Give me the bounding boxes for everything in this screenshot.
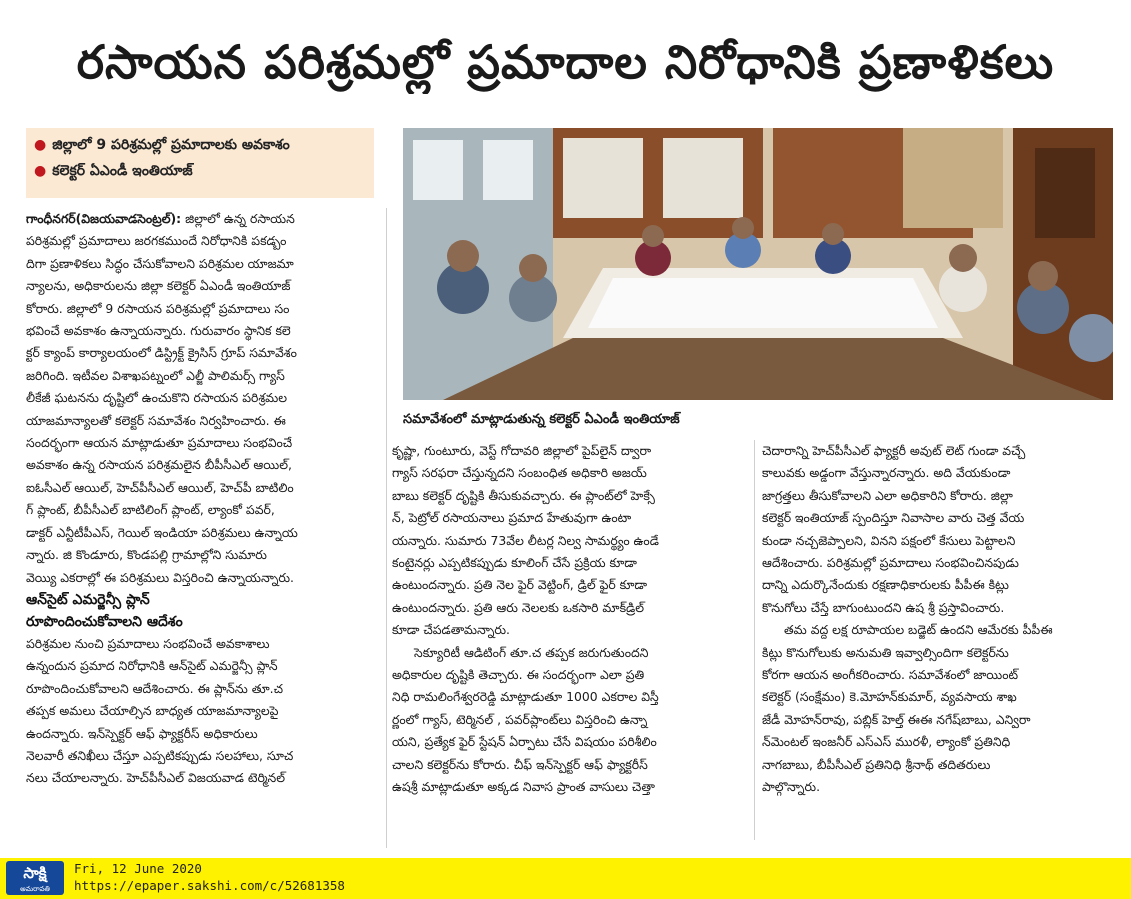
paragraph-line: కూడా చేపడతామన్నారు. — [392, 622, 510, 638]
paragraph-line: తప్పక అమలు చేయాల్సిన బాధ్యత యాజమాన్యాలపై — [26, 703, 279, 719]
paragraph-line: రూపొందించుకోవాలని ఆదేశించారు. ఈ ప్లాన్‌ను తూ.చ — [26, 680, 283, 696]
highlight-text: కలెక్టర్ ఏఎండీ ఇంతియాజ్ — [52, 163, 193, 179]
bullet-icon: ● — [34, 137, 47, 153]
paragraph-line: అవకాశం ఉన్న రసాయన పరిశ్రమలైన బీపీసీఎల్ ఆయిల్, — [26, 457, 292, 473]
paragraph-line: కంటైనర్లు ఎప్పటికప్పుడు కూలింగ్ చేసే ప్రక్రియ కూడా — [392, 555, 637, 571]
paragraph-line: క్టర్ క్యాంప్ కార్యాలయంలో డిస్ట్రిక్ట్ క్రైసిస్ గ్రూప్ సమావేశం — [26, 345, 297, 361]
paragraph-line: వెయ్యి ఎకరాల్లో ఈ పరిశ్రమలు విస్తరించి ఉన్నాయన్నారు. — [26, 569, 294, 585]
paragraph-line: ఆదేశించారు. పరిశ్రమల్లో ప్రమాదాలు సంభవించినపుడు — [762, 555, 1019, 571]
paragraph-line: కలెక్టర్ ఇంతియాజ్ స్పందిస్తూ నివాసాల వారు చెత్త వేయ — [762, 510, 1025, 526]
epaper-url-link[interactable]: https://epaper.sakshi.com/c/52681358 — [74, 878, 345, 893]
paragraph-line: ఉందన్నారు. ఇన్‌స్పెక్టర్ ఆఫ్ ఫ్యాక్టరీస్ అధికారులు — [26, 725, 258, 741]
paragraph-line: ఐఓసీఎల్ ఆయిల్, హెచ్‌పీసీఎల్ ఆయిల్, హెచ్‌పీ బాటిలిం — [26, 479, 294, 495]
paragraph-line: చెదారాన్ని హెచ్‌పీసీఎల్ ఫ్యాక్టరీ అవుట్ లెట్ గుండా వచ్చే — [762, 443, 1026, 458]
paragraph-line: కృష్ణా, గుంటూరు, వెస్ట్ గోదావరి జిల్లాలో పైప్‌లైన్ ద్వారా — [392, 443, 652, 458]
paragraph-line: న్‌మెంటల్ ఇంజనీర్ ఎస్ఎస్ మురళీ, ల్యాంకో ప్రతినిధి — [762, 734, 1011, 750]
paragraph-line: న్నారు. జి కొండూరు, కొండపల్లి గ్రామాల్లోని సుమారు — [26, 547, 267, 563]
paragraph-line: అధికారుల దృష్టికి తెచ్చారు. ఈ సందర్భంగా ఎలా ప్రతి — [392, 667, 645, 683]
paragraph-line: ర్ణంలో గ్యాస్, టెర్మినల్ , పవర్‌ప్లాంట్‌లు విస్తరించి ఉన్నా — [392, 711, 648, 727]
paragraph-line: ఉంటుందన్నారు. ప్రతి ఆరు నెలలకు ఒకసారి మాక్‌డ్రిల్ — [392, 599, 645, 615]
paragraph-line: న్, పెట్రోల్ రసాయనాలు ప్రమాద హేతువుగా ఉంటా — [392, 510, 632, 526]
paragraph-line: యని, ప్రత్యేక ఫైర్ స్టేషన్ ఏర్పాటు చేసే విషయం పరిశీలిం — [392, 734, 657, 750]
article-column-2 — [392, 440, 744, 799]
paragraph-line: నలు చేయాలన్నారు. హెచ్‌పీసీఎల్ విజయవాడ టెర్మినల్ — [26, 770, 286, 786]
paragraph-line: కలెక్టర్ (సంక్షేమం) కె.మోహన్‌కుమార్, వ్యవసాయ శాఖ — [762, 689, 1017, 705]
paragraph-line: కోరగా ఆయన అంగీకరించారు. సమావేశంలో జాయింట్ — [762, 667, 1019, 683]
meeting-photo — [403, 128, 1113, 400]
highlight-item — [34, 158, 366, 184]
paragraph-line: దిగా ప్రణాళికలు సిద్ధం చేసుకోవాలని పరిశ్రమల యాజమా — [26, 255, 294, 271]
paragraph-line: నిధి రామలింగేశ్వరరెడ్డి మాట్లాడుతూ 1000 ఎకరాల విస్తీ — [392, 689, 659, 705]
paragraph-line: దాన్ని ఎదుర్కొనేందుకు రక్షణాధికారులకు పీపీఈ కిట్లు — [762, 577, 1009, 593]
subhead: రూపొందించుకోవాలని ఆదేశం — [26, 613, 183, 630]
paragraph-line: గ్యాస్ సరఫరా చేస్తున్నదని సంబంధిత అధికారి అజయ్ — [392, 465, 647, 481]
paragraph-line: తమ వద్ద లక్ష రూపాయల బడ్జెట్ ఉందని ఆమేరకు పీపీఈ — [784, 622, 1053, 638]
headline: రసాయన పరిశ్రమల్లో ప్రమాదాల నిరోధానికి ప్రణాళికలు — [76, 35, 1055, 89]
paragraph-line: భవించే అవకాశం ఉన్నాయన్నారు. గురువారం స్థానిక కలె — [26, 323, 291, 339]
paragraph-line: నాగబాబు, బీపీసీఎల్ ప్రతినిధి శ్రీనాథ్ తదితరులు — [762, 756, 991, 772]
article-column-3 — [762, 440, 1114, 799]
sakshi-logo[interactable] — [6, 861, 64, 895]
paragraph-line: సందర్భంగా ఆయన మాట్లాడుతూ ప్రమాదాలు సంభవించే — [26, 435, 293, 451]
logo-subtext: అమరావతి — [20, 885, 50, 893]
column-divider — [754, 440, 755, 840]
article-column-1 — [26, 208, 382, 790]
footer-bar — [0, 858, 1131, 899]
paragraph-line: కిట్లు కొనుగోలుకు అనుమతి ఇవ్వాల్సిందిగా కలెక్టర్‌ను — [762, 644, 1009, 660]
paragraph-line: డాక్టర్ ఎన్టీటీపీఎస్, గెయిల్ ఇండియా పరిశ్రమలు ఉన్నాయ — [26, 524, 298, 540]
paragraph-line: కొనుగోలు చేస్తే బాగుంటుందని ఉష శ్రీ ప్రస్తావించారు. — [762, 599, 1005, 615]
photo-caption: సమావేశంలో మాట్లాడుతున్న కలెక్టర్ ఏఎండీ ఇంతియాజ్ — [403, 412, 680, 427]
paragraph-line: లీకేజీ ఘటనను దృష్టిలో ఉంచుకొని రసాయన పరిశ్రమల — [26, 390, 288, 406]
paragraph-line: ఉన్నందున ప్రమాద నిరోధానికి ఆన్‌సైట్ ఎమర్జెన్సీ ప్లాన్ — [26, 658, 278, 674]
logo-text: సాక్షి — [23, 864, 47, 882]
paragraph-line: యన్నారు. సుమారు 73వేల లీటర్ల నిల్వ సామర్థ్యం ఉండే — [392, 532, 659, 548]
paragraph-line: బాబు కలెక్టర్ దృష్టికి తీసుకువచ్చారు. ఈ ప్లాంట్‌లో హెక్సే — [392, 487, 655, 503]
paragraph-line: జాగ్రత్తలు తీసుకోవాలని ఎలా అధికారిని కోరారు. జిల్లా — [762, 487, 1013, 503]
paragraph-line: నెలవారీ తనిఖీలు చేస్తూ ఎప్పటికప్పుడు సలహాలు, సూచ — [26, 747, 294, 763]
paragraph-line: పరిశ్రమల్లో ప్రమాదాలు జరగకముందే నిరోధానికి పకడ్బం — [26, 233, 287, 249]
paragraph-line: ఉషశ్రీ మాట్లాడుతూ అక్కడ నివాస ప్రాంత వాసులు చెత్తా — [392, 779, 655, 795]
highlights-box — [26, 128, 374, 198]
dateline: గాంధీనగర్(విజయవాడసెంట్రల్): — [26, 211, 182, 226]
body-text: జిల్లాలో ఉన్న రసాయన — [181, 211, 295, 226]
highlight-text: జిల్లాలో 9 పరిశ్రమల్లో ప్రమాదాలకు అవకాశం — [52, 137, 290, 153]
paragraph-line: కోరారు. జిల్లాలో 9 రసాయన పరిశ్రమల్లో ప్రమాదాలు సం — [26, 300, 290, 316]
paragraph-line: న్యాలను, అధికారులను జిల్లా కలెక్టర్ ఏఎండీ ఇంతియాజ్ — [26, 278, 291, 294]
edition-date: Fri, 12 June 2020 — [74, 861, 202, 876]
column-divider — [386, 208, 387, 848]
paragraph-line — [26, 208, 382, 230]
paragraph-line: జేడీ మోహన్‌రావు, పబ్లిక్ హెల్త్ ఈఈ నగేష్‌బాబు, ఎన్విరా — [762, 711, 1031, 727]
paragraph-line: ఉంటుందన్నారు. ప్రతి నెల ఫైర్ వెట్టింగ్, డ్రిల్ ఫైర్ కూడా — [392, 577, 648, 593]
paragraph-line: గ్ ప్లాంట్, బీపీసీఎల్ బాటిలింగ్ ప్లాంట్, ల్యాంకో పవర్, — [26, 502, 275, 518]
meeting-photo-icon — [403, 128, 1113, 400]
paragraph-line: కుండా నచ్చజెప్పాలని, వినని పక్షంలో కేసులు పెట్టాలని — [762, 532, 1016, 548]
paragraph-line: పాల్గొన్నారు. — [762, 779, 821, 795]
paragraph-line: చాలని కలెక్టర్‌ను కోరారు. చీఫ్ ఇన్‌స్పెక్టర్ ఆఫ్ ఫ్యాక్టరీస్ — [392, 756, 648, 772]
subhead: ఆన్‌సైట్ ఎమర్జెన్సీ ప్లాన్ — [26, 591, 150, 608]
paragraph-line: పరిశ్రమల నుంచి ప్రమాదాలు సంభవించే అవకాశాలు — [26, 635, 270, 651]
paragraph-line: సెక్యూరిటీ ఆడిటింగ్ తూ.చ తప్పక జరుగుతుందని — [414, 644, 649, 660]
paragraph-line: యాజమాన్యాలతో కలెక్టర్ సమావేశం నిర్వహించారు. ఈ — [26, 412, 286, 428]
paragraph-line: కాలువకు అడ్డంగా వేస్తున్నారన్నారు. అది వేయకుండా — [762, 465, 1011, 481]
paragraph-line: జరిగింది. ఇటీవల విశాఖపట్నంలో ఎల్జీ పాలిమర్స్ గ్యాస్ — [26, 367, 285, 383]
highlight-item — [34, 132, 366, 158]
bullet-icon: ● — [34, 163, 47, 179]
